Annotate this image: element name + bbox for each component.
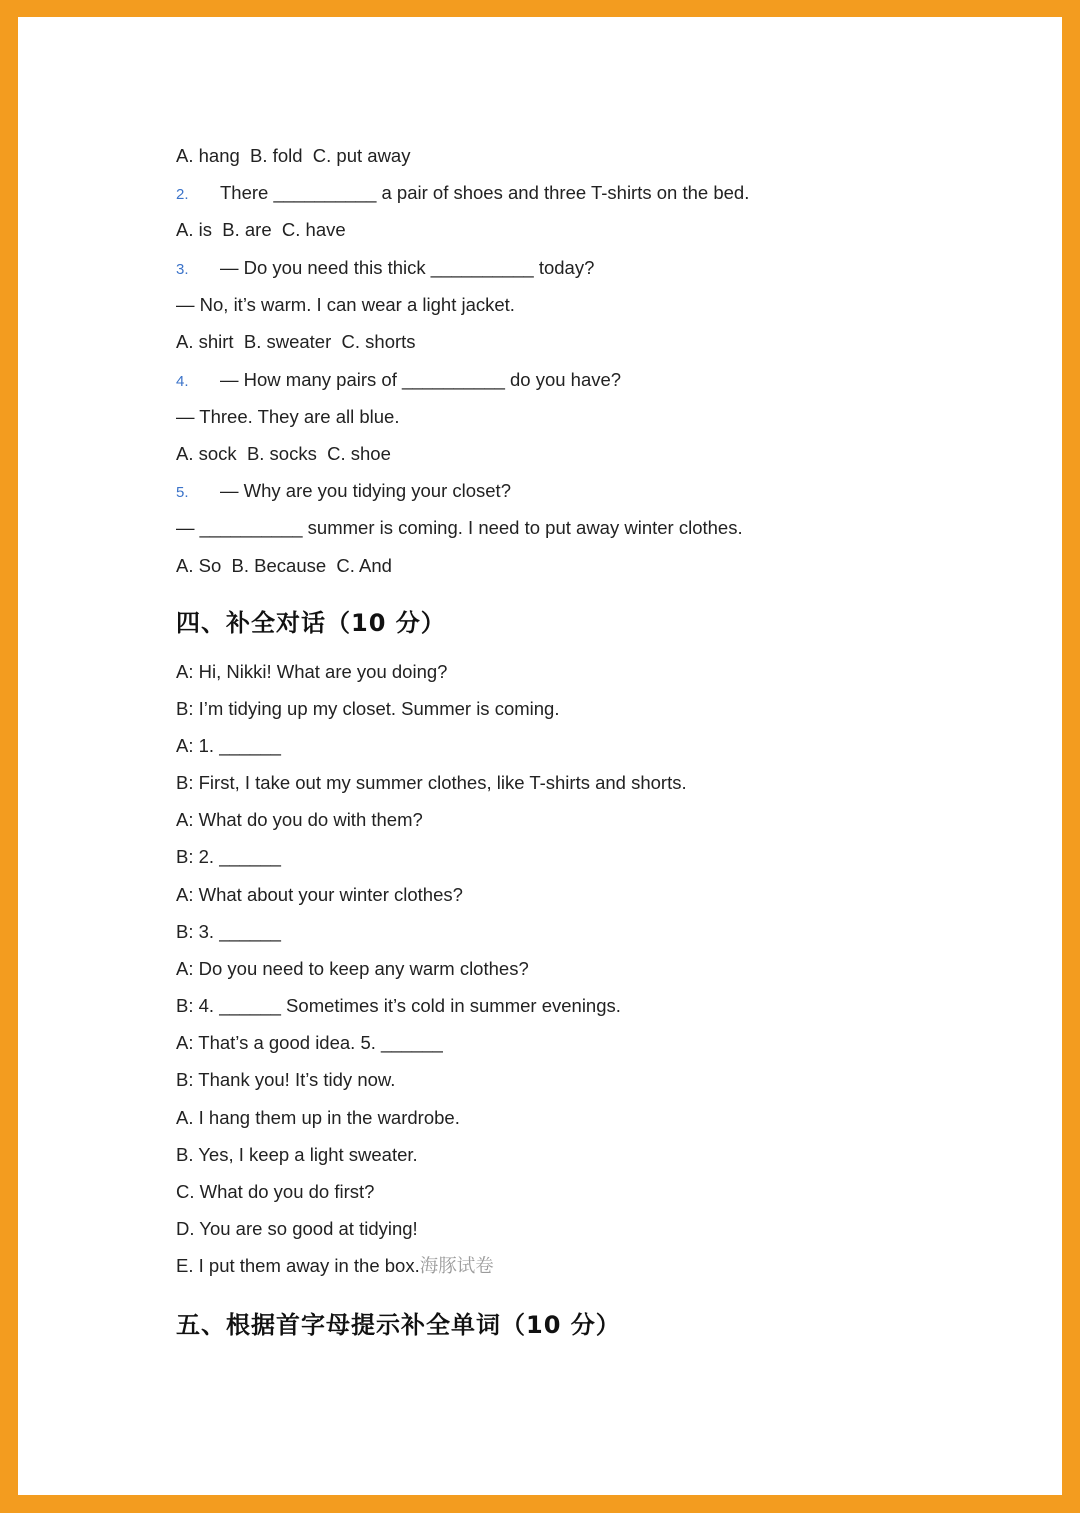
- dialogue-line: A: What about your winter clothes?: [176, 884, 463, 905]
- q3-number: 3.: [176, 261, 189, 278]
- q2-stem: There __________ a pair of shoes and three T-shirts on the bed.: [220, 182, 750, 203]
- dialogue-line: A: 1. ______: [176, 735, 281, 756]
- section5-title: 五、根据首字母提示补全单词（10 分）: [176, 1311, 621, 1339]
- answer-option-e-text: E. I put them away in the box.: [176, 1255, 420, 1276]
- answer-option: C. What do you do first?: [176, 1181, 375, 1202]
- q5-stem: — Why are you tidying your closet?: [220, 480, 511, 501]
- q5-options: A. So B. Because C. And: [176, 555, 392, 576]
- q4-line: [176, 368, 621, 394]
- dialogue-line: B: 3. ______: [176, 921, 281, 942]
- q5-number: 5.: [176, 484, 189, 501]
- dialogue-line: A: Do you need to keep any warm clothes?: [176, 958, 529, 979]
- worksheet-page: [18, 17, 1062, 1495]
- dialogue-line: B: Thank you! It’s tidy now.: [176, 1069, 396, 1090]
- q3-reply: — No, it’s warm. I can wear a light jacket.: [176, 294, 515, 315]
- dialogue-line: A: Hi, Nikki! What are you doing?: [176, 661, 448, 682]
- q2-line: [176, 181, 749, 207]
- q4-options: A. sock B. socks C. shoe: [176, 443, 391, 464]
- dialogue-line: B: First, I take out my summer clothes, like T-shirts and shorts.: [176, 772, 687, 793]
- q3-line: [176, 256, 594, 282]
- q4-number: 4.: [176, 373, 189, 390]
- q1-options: A. hang B. fold C. put away: [176, 145, 411, 166]
- q3-options: A. shirt B. sweater C. shorts: [176, 331, 416, 352]
- q4-reply: — Three. They are all blue.: [176, 406, 400, 427]
- dialogue-line: B: I’m tidying up my closet. Summer is coming.: [176, 698, 560, 719]
- q2-number: 2.: [176, 186, 189, 203]
- q4-stem: — How many pairs of __________ do you have?: [220, 369, 622, 390]
- q5-reply: — __________ summer is coming. I need to put away winter clothes.: [176, 517, 743, 538]
- dialogue-line: A: What do you do with them?: [176, 809, 423, 830]
- answer-option: B. Yes, I keep a light sweater.: [176, 1144, 418, 1165]
- dialogue-line: A: That’s a good idea. 5. ______: [176, 1032, 443, 1053]
- q5-line: [176, 479, 511, 505]
- watermark-text: 海豚试卷: [419, 1255, 494, 1276]
- answer-option-e: [176, 1254, 494, 1278]
- section4-title: 四、补全对话（10 分）: [176, 609, 446, 637]
- q3-stem: — Do you need this thick __________ today?: [220, 257, 595, 278]
- q2-options: A. is B. are C. have: [176, 219, 346, 240]
- dialogue-line: B: 4. ______ Sometimes it’s cold in summer evenings.: [176, 995, 621, 1016]
- answer-option: A. I hang them up in the wardrobe.: [176, 1107, 460, 1128]
- dialogue-line: B: 2. ______: [176, 846, 281, 867]
- answer-option: D. You are so good at tidying!: [176, 1218, 418, 1239]
